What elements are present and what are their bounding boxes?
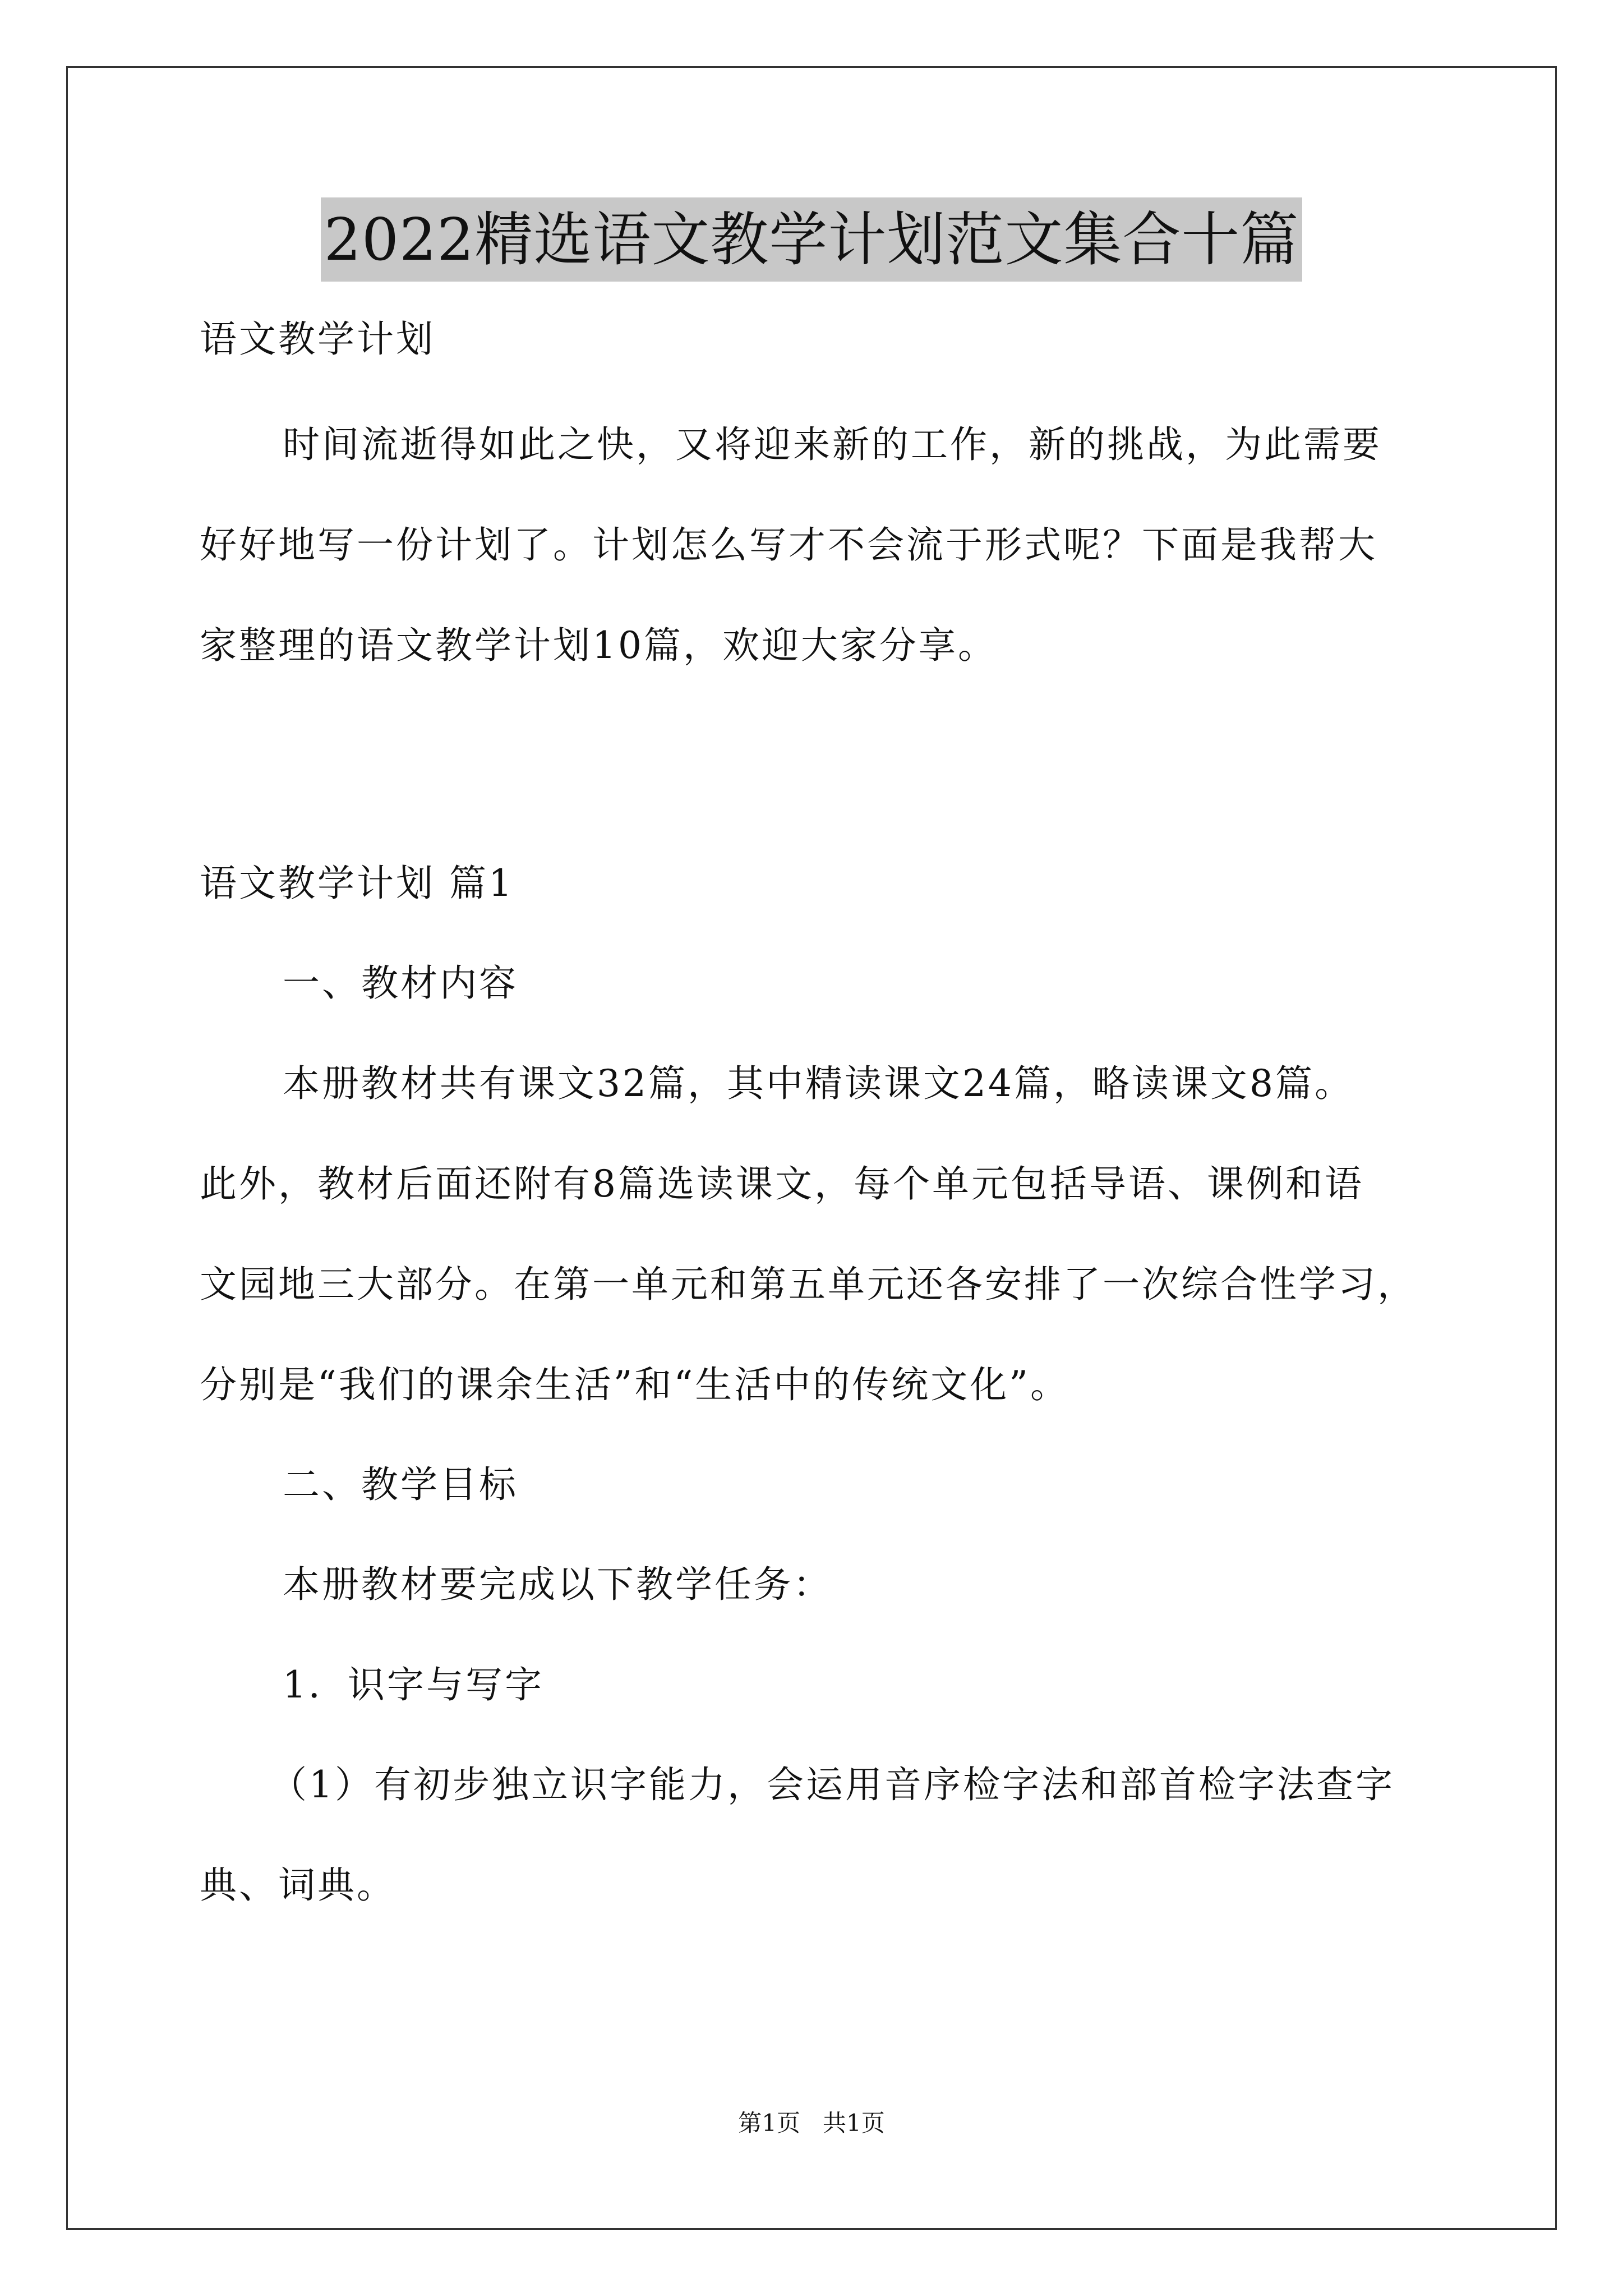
text-line: 1．识字与写字: [283, 1663, 544, 1706]
page-footer: 第1页 共1页: [738, 2109, 885, 2137]
text-line: 本册教材要完成以下教学任务：: [283, 1563, 832, 1606]
section-heading-line: 语文教学计划 篇1: [200, 862, 514, 905]
paragraph-intro: [200, 420, 1382, 670]
text-line: （1）有初步独立识字能力，会运用音序检字法和部首检字法查字: [270, 1763, 1395, 1806]
subheading-line: 一、教材内容: [283, 961, 518, 1005]
document-title: [0, 197, 1623, 282]
section-heading-1: [200, 858, 514, 908]
paragraph-subheading-1: [200, 958, 518, 1008]
text-line: 分别是“我们的课余生活”和“生活中的传统文化”。: [200, 1363, 1069, 1406]
paragraph-literacy-item-1: [200, 1760, 1395, 1910]
title-text: 2022精选语文教学计划范文集合十篇: [321, 197, 1303, 282]
subheading-line: 二、教学目标: [283, 1463, 518, 1506]
text-line: 此外，教材后面还附有8篇选读课文，每个单元包括导语、课例和语: [200, 1162, 1364, 1205]
text-line: 好好地写一份计划了。计划怎么写才不会流于形式呢？下面是我帮大: [200, 523, 1377, 567]
paragraph-textbook: [200, 1059, 1417, 1410]
paragraph-heading: [200, 314, 435, 364]
text-line: 文园地三大部分。在第一单元和第五单元还各安排了一次综合性学习，: [200, 1263, 1417, 1306]
text-line: 家整理的语文教学计划10篇，欢迎大家分享。: [200, 624, 997, 667]
paragraph-literacy: [200, 1660, 544, 1710]
text-line: 时间流逝得如此之快，又将迎来新的工作，新的挑战，为此需要: [283, 423, 1382, 466]
paragraph-tasks: [200, 1559, 832, 1609]
paragraph-subheading-2: [200, 1460, 518, 1510]
text-line: 典、词典。: [200, 1864, 396, 1907]
text-line: 本册教材共有课文32篇，其中精读课文24篇，略读课文8篇。: [283, 1062, 1354, 1105]
heading-line: 语文教学计划: [200, 318, 435, 361]
